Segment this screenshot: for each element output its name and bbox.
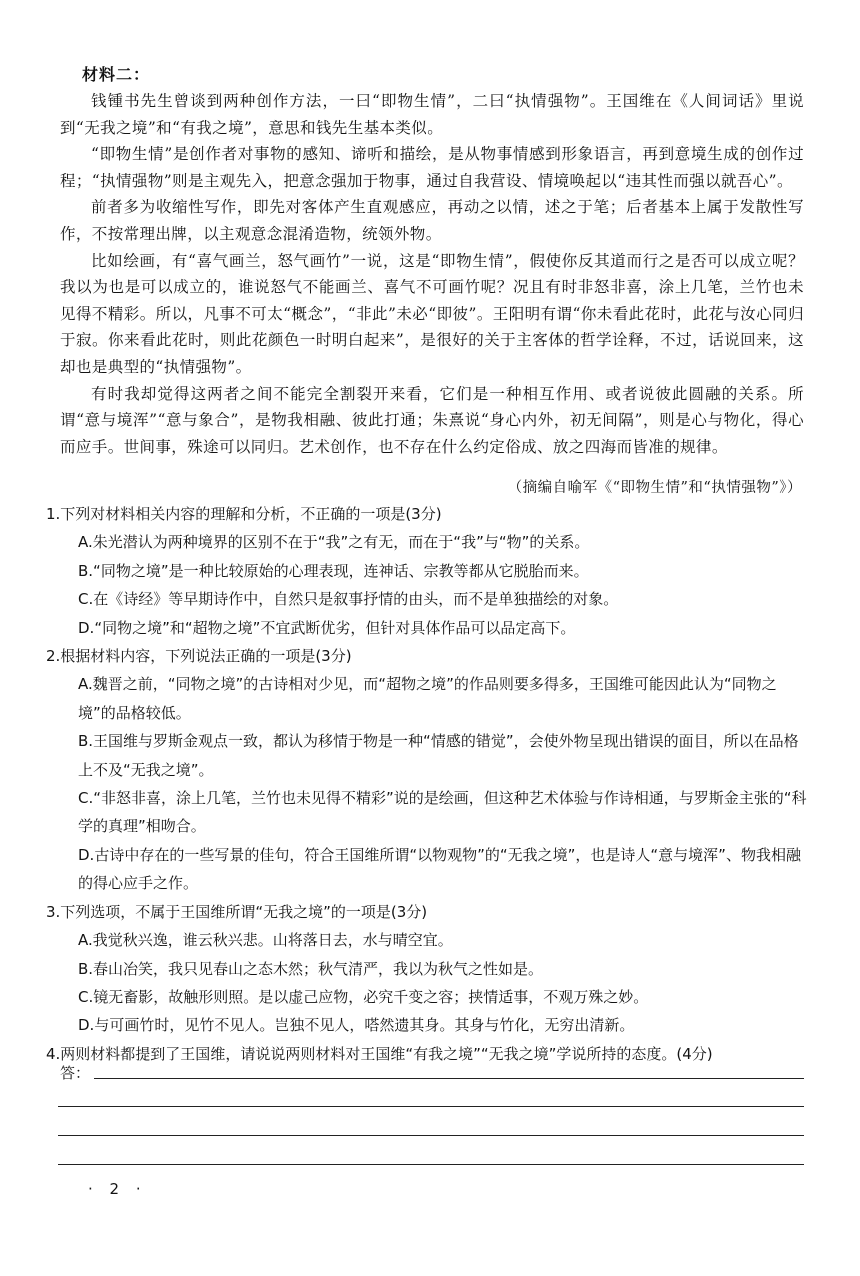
option-c: C.在《诗经》等早期诗作中，自然只是叙事抒情的由头，而不是单独描绘的对象。 bbox=[78, 590, 619, 609]
answer-line[interactable] bbox=[58, 1106, 804, 1107]
option-a: A.魏晋之前，“同物之境”的古诗相对少见，而“超物之境”的作品则要多得多，王国维可能因此认为“同物之境”的品格较低。 bbox=[78, 675, 777, 722]
paragraph: 有时我却觉得这两者之间不能完全割裂开来看，它们是一种相互作用、或者说彼此圆融的关系。所谓“意与境浑”“意与象合”，是物我相融、彼此打通；朱熹说“身心内外，初无间隔”，则是心与物化，得心而应手。世间事，殊途可以同归。艺术创作，也不存在什么约定俗成、放之四海而皆准的规律。 bbox=[60, 384, 804, 456]
page-number: · 2 · bbox=[88, 1180, 147, 1198]
material-heading: 材料二： bbox=[82, 65, 151, 84]
answer-label: 答： bbox=[60, 1064, 91, 1082]
question-stem: 3.下列选项，不属于王国维所谓“无我之境”的一项是(3分) bbox=[46, 902, 428, 921]
option-b: B.“同物之境”是一种比较原始的心理表现，连神话、宗教等都从它脱胎而来。 bbox=[78, 561, 589, 580]
answer-line[interactable] bbox=[58, 1135, 804, 1136]
paragraph: 钱锺书先生曾谈到两种创作方法，一曰“即物生情”，二曰“执情强物”。王国维在《人间词话》里说到“无我之境”和“有我之境”，意思和钱先生基本类似。 bbox=[60, 92, 804, 137]
option-d: D.古诗中存在的一些写景的佳句，符合王国维所谓“以物观物”的“无我之境”，也是诗人“意与境浑”、物我相融的得心应手之作。 bbox=[78, 845, 801, 893]
question-stem: 1.下列对材料相关内容的理解和分析，不正确的一项是(3分) bbox=[46, 505, 442, 523]
paragraph: 比如绘画，有“喜气画兰，怒气画竹”一说，这是“即物生情”，假使你反其道而行之是否可以成立呢？我以为也是可以成立的，谁说怒气不能画兰、喜气不可画竹呢？况且有时非怒非喜，涂上几笔，兰竹也未见得不精彩。所以，凡事不可太“概念”，“非此”未必“即彼”。王阳明有谓“你未看此花时，此花与汝心同归于寂。你来看此花时，则此花颜色一时明白起来”，是很好的关于主客体的哲学诠释，不过，话说回来，这却也是典型的“执情强物”。 bbox=[60, 251, 804, 376]
option-c: C.“非怒非喜，涂上几笔，兰竹也未见得不精彩”说的是绘画，但这种艺术体验与作诗相通，与罗斯金主张的“科学的真理”相吻合。 bbox=[78, 789, 807, 836]
paragraph: “即物生情”是创作者对事物的感知、谛听和描绘，是从物事情感到形象语言，再到意境生成的创作过程；“执情强物”则是主观先入，把意念强加于物事，通过自我营设、情境唤起以“违其性而强以就吾心”。 bbox=[60, 145, 804, 190]
question-list bbox=[46, 500, 808, 1068]
answer-line[interactable] bbox=[94, 1078, 804, 1079]
material-text bbox=[60, 88, 804, 460]
option-a: A.朱光潜认为两种境界的区别不在于“我”之有无，而在于“我”与“物”的关系。 bbox=[78, 533, 590, 552]
option-b: B.春山冶笑，我只见春山之态木然；秋气清严，我以为秋气之性如是。 bbox=[78, 959, 544, 978]
option-b: B.王国维与罗斯金观点一致，都认为移情于物是一种“情感的错觉”，会使外物呈现出错误的面目，所以在品格上不及“无我之境”。 bbox=[78, 732, 799, 779]
option-d: D.“同物之境”和“超物之境”不宜武断优劣，但针对具体作品可以品定高下。 bbox=[78, 618, 576, 637]
question-1 bbox=[46, 500, 808, 642]
question-4 bbox=[46, 1040, 808, 1068]
option-c: C.镜无畜影，故触形则照。是以虚己应物，必究千变之容；挟情适事，不观万殊之妙。 bbox=[78, 987, 649, 1006]
question-2 bbox=[46, 642, 808, 898]
question-stem: 2.根据材料内容，下列说法正确的一项是(3分) bbox=[46, 647, 352, 666]
question-stem: 4.两则材料都提到了王国维，请说说两则材料对王国维“有我之境”“无我之境”学说所持的态度。(4分) bbox=[46, 1044, 713, 1063]
source-citation: （摘编自喻军《“即物生情”和“执情强物”》） bbox=[507, 480, 802, 496]
option-d: D.与可画竹时，见竹不见人。岂独不见人，嗒然遗其身。其身与竹化，无穷出清新。 bbox=[78, 1016, 635, 1035]
option-a: A.我觉秋兴逸，谁云秋兴悲。山将落日去，水与晴空宜。 bbox=[78, 931, 453, 950]
paragraph: 前者多为收缩性写作，即先对客体产生直观感应，再动之以情，述之于笔；后者基本上属于发散性写作，不按常理出牌，以主观意念混淆造物，统领外物。 bbox=[60, 198, 804, 243]
question-3 bbox=[46, 898, 808, 1040]
answer-line[interactable] bbox=[58, 1164, 804, 1165]
